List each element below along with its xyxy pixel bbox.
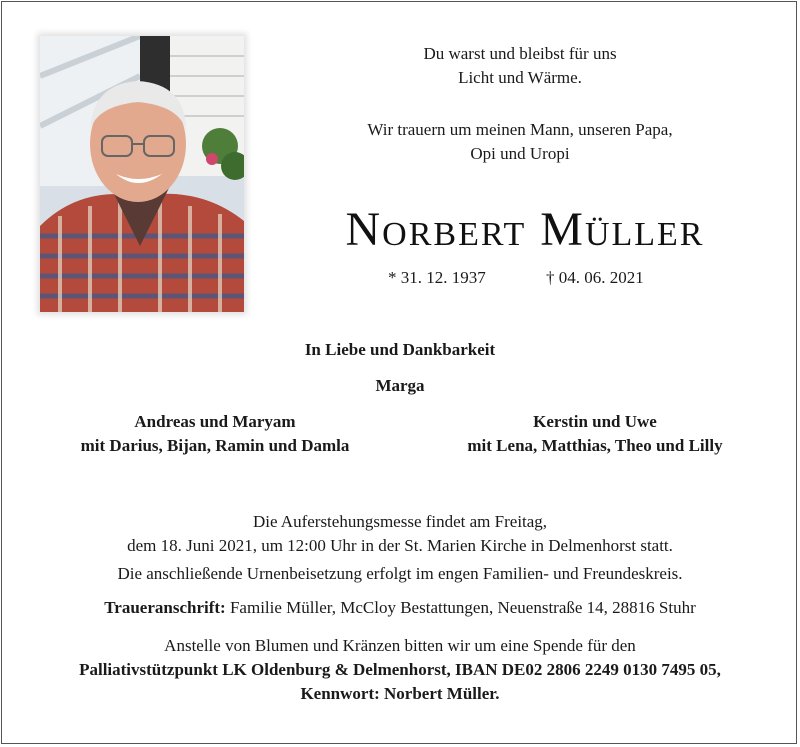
family-left-line-1: Andreas und Maryam xyxy=(134,412,296,431)
family-left-line-2: mit Darius, Bijan, Ramin und Damla xyxy=(80,436,350,455)
quote-line-2: Licht und Wärme. xyxy=(458,68,582,87)
family-right-line-2: mit Lena, Matthias, Theo und Lilly xyxy=(467,436,723,455)
mourning-line-2: Opi und Uropi xyxy=(470,144,570,163)
service-line-2: dem 18. Juni 2021, um 12:00 Uhr in der St. Marien Kirche in Delmenhorst statt. xyxy=(127,536,673,555)
family-intro: In Liebe und Dankbarkeit xyxy=(304,340,496,359)
address-text: Familie Müller, McCloy Bestattungen, Neuenstraße 14, 28816 Stuhr xyxy=(229,598,696,617)
death-date: † 04. 06. 2021 xyxy=(546,268,644,287)
family-right-line-1: Kerstin und Uwe xyxy=(533,412,657,431)
address-label: Traueranschrift: xyxy=(104,598,226,617)
mourning-address xyxy=(0,596,800,620)
donation-info xyxy=(0,634,800,706)
donation-line-1: Anstelle von Blumen und Kränzen bitten wir um eine Spende für den xyxy=(164,636,636,655)
service-line-3: Die anschließende Urnenbeisetzung erfolgt im engen Familien- und Freundeskreis. xyxy=(117,564,683,583)
donation-line-2: Palliativstützpunkt LK Oldenburg & Delmenhorst, IBAN DE02 2806 2249 0130 7495 05, xyxy=(79,660,721,679)
birth-date: * 31. 12. 1937 xyxy=(388,268,486,287)
deceased-name: Norbert Müller xyxy=(345,203,705,256)
spouse-name: Marga xyxy=(375,376,425,395)
service-info xyxy=(0,510,800,586)
quote-line-1: Du warst und bleibst für uns xyxy=(423,44,617,63)
family-right xyxy=(410,410,780,458)
quote-block xyxy=(280,42,760,90)
service-line-1: Die Auferstehungsmesse findet am Freitag, xyxy=(252,512,548,531)
family-left xyxy=(30,410,400,458)
mourning-block xyxy=(280,118,760,166)
donation-line-3: Kennwort: Norbert Müller. xyxy=(300,684,500,703)
portrait-photo xyxy=(40,36,244,312)
mourning-line-1: Wir trauern um meinen Mann, unseren Papa, xyxy=(367,120,673,139)
